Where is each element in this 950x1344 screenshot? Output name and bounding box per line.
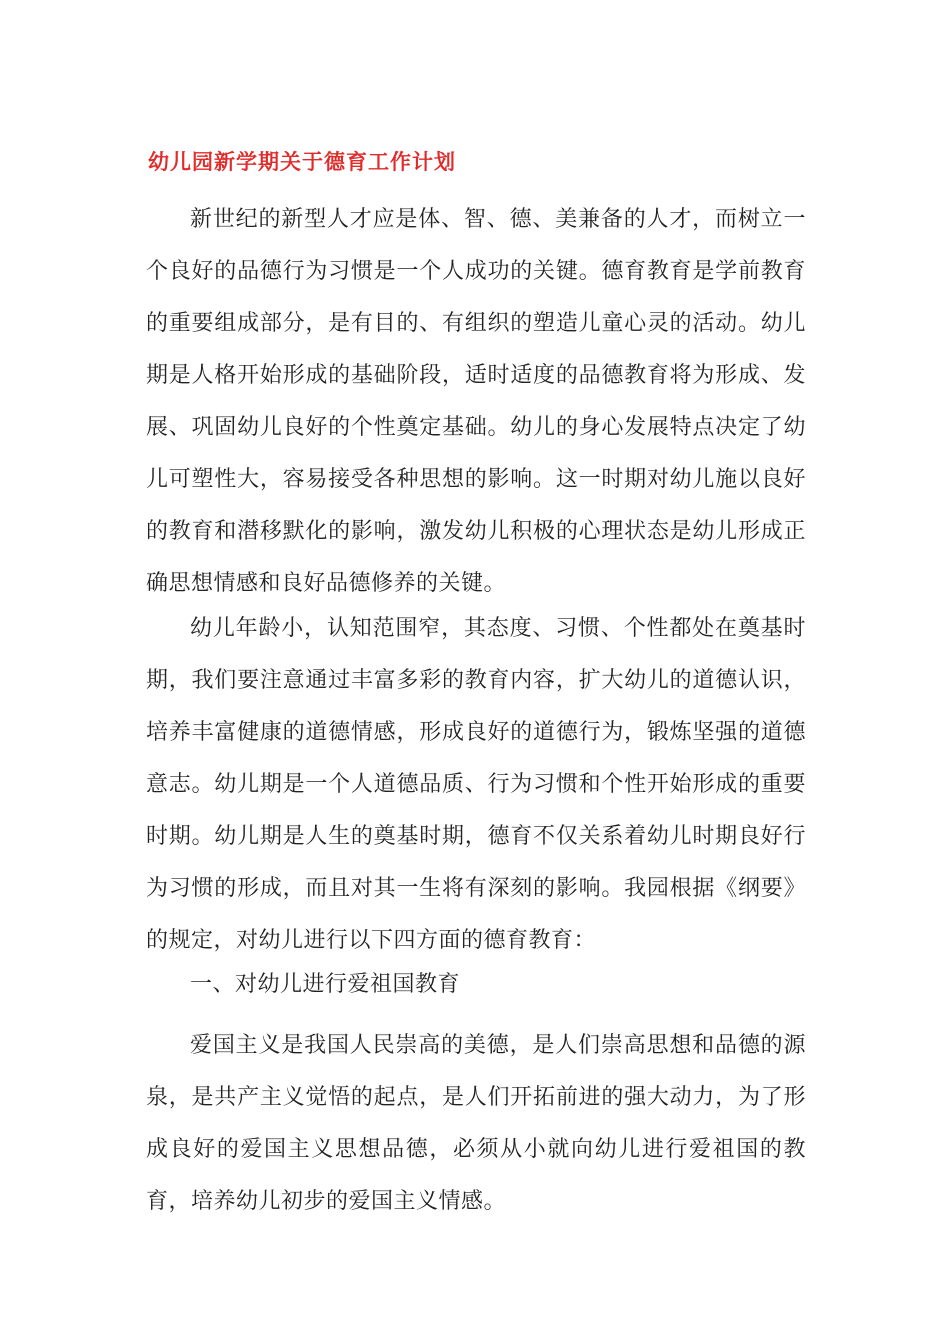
- second-paragraph: 幼儿年龄小，认知范围窄，其态度、习惯、个性都处在奠基时期，我们要注意通过丰富多彩的教育内容，扩大幼儿的道德认识，培养丰富健康的道德情感，形成良好的道德行为，锻炼坚强的道德意志。幼儿期是一个人道德品质、行为习惯和个性开始形成的重要时期。幼儿期是人生的奠基时期，德育不仅关系着幼儿时期良好行为习惯的形成，而且对其一生将有深刻的影响。我园根据《纲要》的规定，对幼儿进行以下四方面的德育教育：: [146, 616, 806, 953]
- intro-paragraph: 新世纪的新型人才应是体、智、德、美兼备的人才，而树立一个良好的品德行为习惯是一个人成功的关键。德育教育是学前教育的重要组成部分，是有目的、有组织的塑造儿童心灵的活动。幼儿期是人格开始形成的基础阶段，适时适度的品德教育将为形成、发展、巩固幼儿良好的个性奠定基础。幼儿的身心发展特点决定了幼儿可塑性大，容易接受各种思想的影响。这一时期对幼儿施以良好的教育和潜移默化的影响，激发幼儿积极的心理状态是幼儿形成正确思想情感和良好品德修养的关键。: [146, 207, 806, 596]
- section-heading-1: 一、对幼儿进行爱祖国教育: [190, 972, 461, 997]
- section-1-paragraph: 爱国主义是我国人民崇高的美德，是人们崇高思想和品德的源泉，是共产主义觉悟的起点，是人们开拓前进的强大动力，为了形成良好的爱国主义思想品德，必须从小就向幼儿进行爱祖国的教育，培养幼儿初步的爱国主义情感。: [146, 1033, 806, 1214]
- document-title: 幼儿园新学期关于德育工作计划: [148, 150, 456, 174]
